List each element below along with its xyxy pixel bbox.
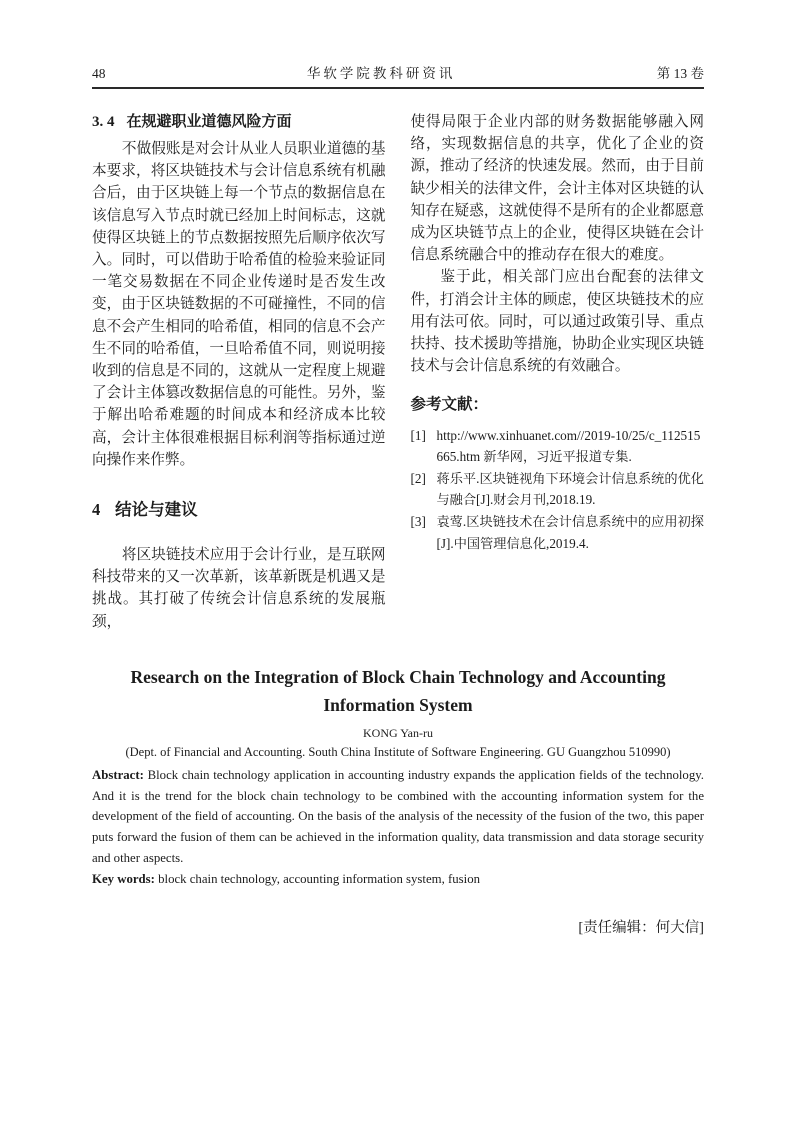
abstract-label: Abstract:: [92, 767, 144, 782]
page-header: [0, 0, 793, 89]
author-name: KONG Yan-ru: [362, 725, 433, 740]
journal-title: 华软学院教科研资讯: [306, 66, 456, 81]
left-column: [92, 111, 386, 633]
section-4-title: 结论与建议: [115, 500, 198, 520]
right-column: [411, 111, 705, 633]
keywords-label: Key words:: [92, 871, 155, 886]
volume-label: 第 13 卷: [656, 66, 704, 81]
section-4-number: 4: [92, 500, 101, 520]
english-title: [92, 663, 704, 719]
english-section: [0, 633, 793, 937]
english-title-line-1: Research on the Integration of Block Chain Technology and Accounting: [130, 666, 666, 687]
editor-note: [责任编辑：何大信]: [578, 919, 704, 936]
reference-3-text: 袁莺.区块链技术在会计信息系统中的应用初探[J].中国管理信息化,2019.4.: [436, 514, 704, 551]
paragraph-3-4: 不做假账是对会计从业人员职业道德的基本要求，将区块链技术与会计信息系统有机融合后，由于区块链上每一个节点的数据信息在该信息写入节点时就已经加上时间标志，这就使得区块链上的节点数据按照先后顺序依次写入。同时，可以借助于哈希值的检验来验证同一笔交易数据在不同企业传递时是否发生改变，由于区块链数据的不可碰撞性，不同的信息不会产生相同的哈希值，相同的信息不会产生不同的哈希值，一旦哈希值不同，则说明接收到的信息是不同的，这就从一定程度上规避了会计主体篡改数据信息的可能性。另外，鉴于解出哈希难题的时间成本和经济成本比较高，会计主体很难根据目标利润等指标通过逆向操作来作弊。: [92, 141, 386, 468]
reference-item-2: [411, 468, 705, 511]
keywords-paragraph: [92, 869, 704, 890]
abstract-paragraph: [92, 765, 704, 869]
reference-3-marker: [3]: [410, 514, 426, 530]
paragraph-4-left: 将区块链技术应用于会计行业，是互联网科技带来的又一次革新，该革新既是机遇又是挑战。其打破了传统会计信息系统的发展瓶颈，: [92, 547, 386, 630]
paragraph-4-right-2: 鉴于此，相关部门应出台配套的法律文件，打消会计主体的顾虑，使区块链技术的应用有法可依。同时，可以通过政策引导、重点扶持、技术援助等措施，协助企业实现区块链技术与会计信息系统的有效融合。: [410, 269, 704, 375]
author-affiliation: (Dept. of Financial and Accounting. South China Institute of Software Engineering. GU Guangzhou 510990): [125, 744, 671, 759]
reference-2-marker: [2]: [410, 470, 426, 486]
section-4-heading: [92, 498, 386, 522]
references-heading: 参考文献：: [410, 396, 489, 414]
reference-2-text: 蒋乐平.区块链视角下环境会计信息系统的优化与融合[J].财会月刊,2018.19.: [436, 470, 704, 508]
section-3-4-title: 在规避职业道德风险方面: [126, 114, 292, 130]
reference-item-1: [411, 425, 705, 468]
article-body: [0, 89, 793, 633]
section-3-4-number: 3. 4: [92, 114, 115, 130]
keywords-text: block chain technology, accounting information system, fusion: [154, 871, 480, 886]
section-3-4-heading: [92, 111, 386, 133]
reference-1-marker: [1]: [410, 427, 426, 443]
english-title-line-2: Information System: [323, 694, 473, 715]
running-head: [92, 62, 704, 89]
paragraph-4-right-continuation: 使得局限于企业内部的财务数据能够融入网络，实现数据信息的共享，优化了企业的资源，推动了经济的快速发展。然而，由于目前缺少相关的法律文件，会计主体对区块链的认知存在疑惑，这就使得不是所有的企业都愿意成为区块链节点上的企业，使得区块链在会计信息系统融合中的推动存在很大的难度。: [410, 114, 704, 264]
page-number: 48: [92, 66, 106, 81]
abstract-text: Block chain technology application in accounting industry expands the application fields of the technology. And it is the trend for the block chain technology to be combined with the accounting information system for the development of the field of accounting. On the basis of the analysis of the necessity of the fusion of the two, this paper puts forward the fusion of them can be achieved in the information quality, data transmission and data storage security and other aspects.: [92, 767, 704, 866]
reference-item-3: [411, 511, 705, 554]
reference-1-text: http://www.xinhuanet.com//2019-10/25/c_112515665.htm 新华网，习近平报道专集.: [436, 427, 701, 465]
